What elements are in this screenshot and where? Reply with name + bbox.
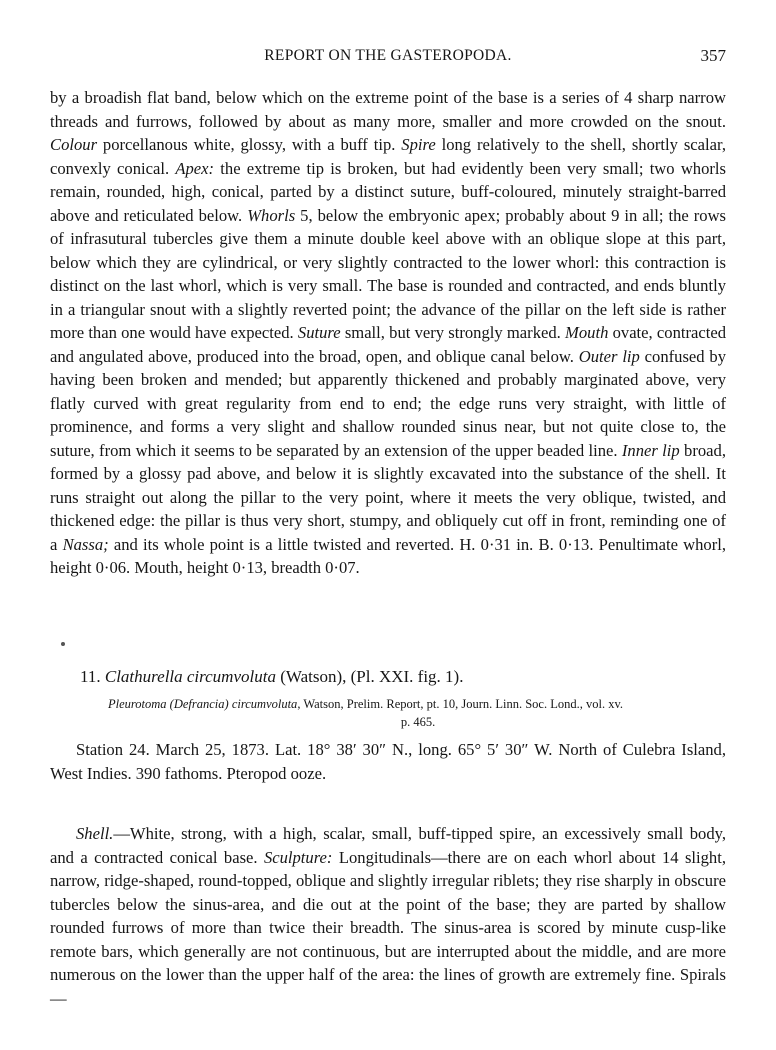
text-run: by a broadish flat band, below which on the extreme point of the base is a series of 4 sharp narrow threads and furrows, followed by about as many more, smaller and more crowded on the snout. <box>50 88 726 131</box>
text-run: confused by having been broken and mended; but apparently thickened and probably marginated above, very flatly curved with great regularity from end to end; the edge runs very straight, with little of prominence, and forms a very slight and shallow rounded sinus near, but not quite close to, the suture, from which it seems to be separated by an extension of the upper beaded line. <box>50 346 727 460</box>
text-run: ovate, contracted and angulated above, produced into the broad, open, and oblique canal below. <box>50 323 727 366</box>
running-title: REPORT ON THE GASTEROPODA. <box>264 47 512 64</box>
text-run: porcellanous white, glossy, with a buff tip. <box>97 135 402 154</box>
label-sculpture: Sculpture: <box>263 847 333 867</box>
label-apex: Apex: <box>175 158 215 178</box>
description-paragraph <box>50 86 726 580</box>
label-mouth: Mouth <box>565 323 609 342</box>
page-header <box>50 44 726 68</box>
text-run: long relatively to the shell, shortly scalar, convexly conical. <box>50 135 726 178</box>
label-whorls: Whorls <box>247 205 296 225</box>
label-shell: Shell. <box>76 824 114 843</box>
label-spire: Spire <box>401 135 436 154</box>
text-run: —White, strong, with a high, scalar, small, buff-tipped spire, an excessively small body, and a contracted conical base. <box>50 824 726 867</box>
species-name: Clathurella circumvoluta <box>104 667 276 686</box>
page-number: 357 <box>700 46 726 65</box>
station-paragraph: Station 24. March 25, 1873. Lat. 18° 38′ 30″ N., long. 65° 5′ 30″ W. North of Culebra Island, West Indies. 390 fathoms. Pteropod ooze. <box>50 740 726 783</box>
species-authority: (Watson), (Pl. XXI. fig. 1). <box>275 667 464 686</box>
print-speck <box>61 642 65 646</box>
synonym-citation: , Watson, Prelim. Report, pt. 10, Journ. Linn. Soc. Lond., vol. xv. <box>297 697 624 711</box>
text-run: the extreme tip is broken, but had evidently been very small; two whorls remain, rounded, high, conical, parted by a distinct suture, buff-coloured, minutely straight-barred above and reticulated below. <box>50 158 726 225</box>
text-run: 5, below the embryonic apex; probably about 9 in all; the rows of infrasutural tubercles give them a minute double keel above with an oblique slope at this part, below which they are cylindrical, or very slightly contracted to the lower whorl: this contraction is distinct on the last whorl, which is very small. The base is rounded and contracted, and ends bluntly in a triangular snout with a slightly reverted point; the advance of the pillar on the left side is rather more than one would have expected. <box>50 205 727 342</box>
synonym-page: p. 465. <box>400 715 436 729</box>
species-heading <box>80 667 463 687</box>
label-colour: Colour <box>50 135 98 154</box>
label-inner-lip: Inner lip <box>621 440 680 460</box>
genus-nassa: Nassa; <box>62 534 109 554</box>
synonym-name: Pleurotoma (Defrancia) circumvoluta <box>108 697 298 711</box>
label-outer-lip: Outer lip <box>578 346 640 366</box>
label-suture: Suture <box>297 323 341 342</box>
synonymy-reference <box>108 695 728 731</box>
species-number: 11. <box>80 667 101 686</box>
text-run: small, but very strongly marked. <box>340 323 566 342</box>
shell-paragraph <box>50 822 726 1010</box>
text-run: broad, formed by a glossy pad above, and below it is slightly excavated into the substance of the shell. It runs straight out along the pillar to the very point, where it meets the very oblique, twisted, and thickened edge: the pillar is thus very short, stumpy, and obliquely cut off in front, reminding one of a <box>50 440 726 554</box>
text-run: Longitudinals—there are on each whorl about 14 slight, narrow, ridge-shaped, round-topped, oblique and slightly irregular riblets; they rise sharply in obscure tubercles below the sinus-area, and die out at the point of the base; they are parted by shallow rounded furrows of more than twice their breadth. The sinus-area is scored by minute cusp-like remote bars, which generally are not continuous, but are interrupted about the middle, and are more numerous on the lower than the upper half of the area: the lines of growth are extremely fine. Spirals— <box>50 847 726 1008</box>
text-run: and its whole point is a little twisted and reverted. H. 0·31 in. B. 0·13. Penultimate whorl, height 0·06. Mouth, height 0·13, breadth 0·07. <box>50 534 726 577</box>
